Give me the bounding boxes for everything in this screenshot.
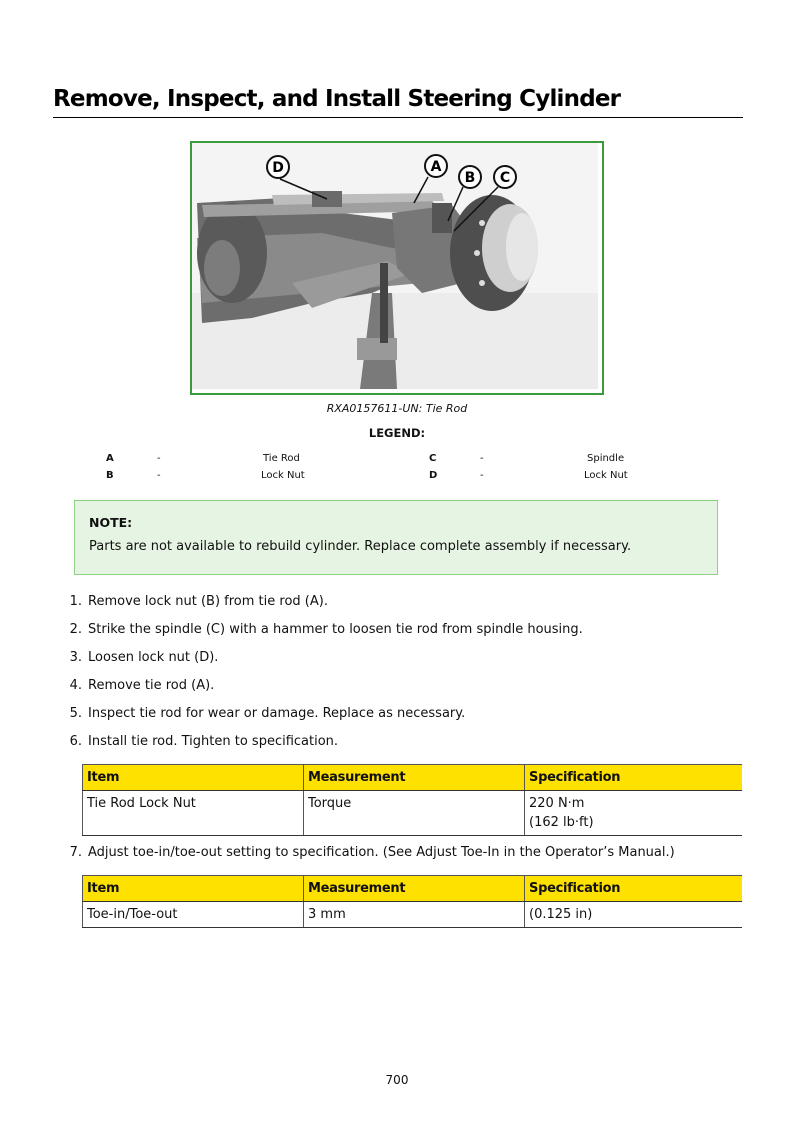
legend-value: Lock Nut	[584, 470, 628, 481]
cell-specification: (0.125 in)	[525, 902, 743, 928]
step-number: 4.	[69, 678, 82, 693]
step-number: 7.	[69, 845, 82, 860]
spec-imperial: (162 lb·ft)	[529, 815, 594, 830]
step-number: 2.	[69, 622, 82, 637]
cell-measurement: Torque	[304, 791, 525, 836]
page-title: Remove, Inspect, and Install Steering Cylinder	[53, 86, 743, 118]
step-text: Inspect tie rod for wear or damage. Replace as necessary.	[88, 706, 466, 721]
column-header-measurement: Measurement	[304, 765, 525, 791]
cell-measurement: 3 mm	[304, 902, 525, 928]
step-text: Install tie rod. Tighten to specification.	[88, 734, 339, 749]
step-item	[58, 678, 214, 693]
step-text: Loosen lock nut (D).	[88, 650, 219, 665]
note-text: Parts are not available to rebuild cylinder. Replace complete assembly if necessary.	[89, 539, 632, 554]
step-text: Remove lock nut (B) from tie rod (A).	[88, 594, 328, 609]
cell-specification	[525, 791, 743, 836]
callout-d	[267, 156, 289, 178]
callout-a	[425, 155, 447, 177]
callout-b	[459, 166, 481, 188]
step-text: Adjust toe-in/toe-out setting to specification. (See Adjust Toe-In in the Operator’s Manual.)	[88, 845, 675, 860]
step-text: Remove tie rod (A).	[88, 678, 215, 693]
step-item	[58, 594, 328, 609]
column-header-measurement: Measurement	[304, 876, 525, 902]
toe-spec-table	[82, 875, 742, 928]
note-label: NOTE:	[89, 515, 133, 530]
svg-text:B: B	[464, 170, 476, 186]
step-item	[58, 845, 675, 860]
legend-key: D	[429, 470, 438, 481]
step-item	[58, 650, 218, 665]
legend-key: A	[106, 453, 114, 464]
callout-c	[494, 166, 516, 188]
step-number: 5.	[69, 706, 82, 721]
legend-key: C	[429, 453, 437, 464]
column-header-item: Item	[83, 876, 304, 902]
note-box	[74, 500, 718, 575]
step-text: Strike the spindle (C) with a hammer to loosen tie rod from spindle housing.	[88, 622, 583, 637]
cell-item: Toe-in/Toe-out	[83, 902, 304, 928]
step-number: 1.	[69, 594, 82, 609]
spec-metric: 220 N·m	[529, 796, 585, 811]
legend-row	[100, 470, 680, 487]
svg-text:A: A	[430, 159, 442, 175]
legend-sep: -	[480, 470, 484, 481]
tie-rod-figure	[190, 141, 604, 395]
legend-value: Tie Rod	[263, 453, 300, 464]
figure-caption: RXA0157611-UN: Tie Rod	[326, 402, 468, 415]
legend-row	[100, 453, 680, 470]
step-number: 3.	[69, 650, 82, 665]
table-header-row	[83, 765, 743, 791]
step-item	[58, 706, 465, 721]
legend-value: Spindle	[587, 453, 625, 464]
legend-value: Lock Nut	[261, 470, 305, 481]
legend-table	[100, 453, 680, 487]
svg-text:C: C	[499, 170, 511, 186]
step-item	[58, 622, 583, 637]
table-row	[83, 902, 743, 928]
column-header-item: Item	[83, 765, 304, 791]
tie-rod-photo	[192, 143, 598, 389]
cell-item: Tie Rod Lock Nut	[83, 791, 304, 836]
step-number: 6.	[69, 734, 82, 749]
legend-key: B	[106, 470, 114, 481]
table-row	[83, 791, 743, 836]
step-item	[58, 734, 338, 749]
legend-sep: -	[480, 453, 484, 464]
legend-sep: -	[157, 453, 161, 464]
legend-sep: -	[157, 470, 161, 481]
page-number: 700	[385, 1073, 409, 1087]
legend-title: LEGEND:	[368, 426, 426, 440]
column-header-specification: Specification	[525, 765, 743, 791]
table-header-row	[83, 876, 743, 902]
torque-spec-table	[82, 764, 742, 836]
svg-text:D: D	[272, 160, 284, 176]
column-header-specification: Specification	[525, 876, 743, 902]
